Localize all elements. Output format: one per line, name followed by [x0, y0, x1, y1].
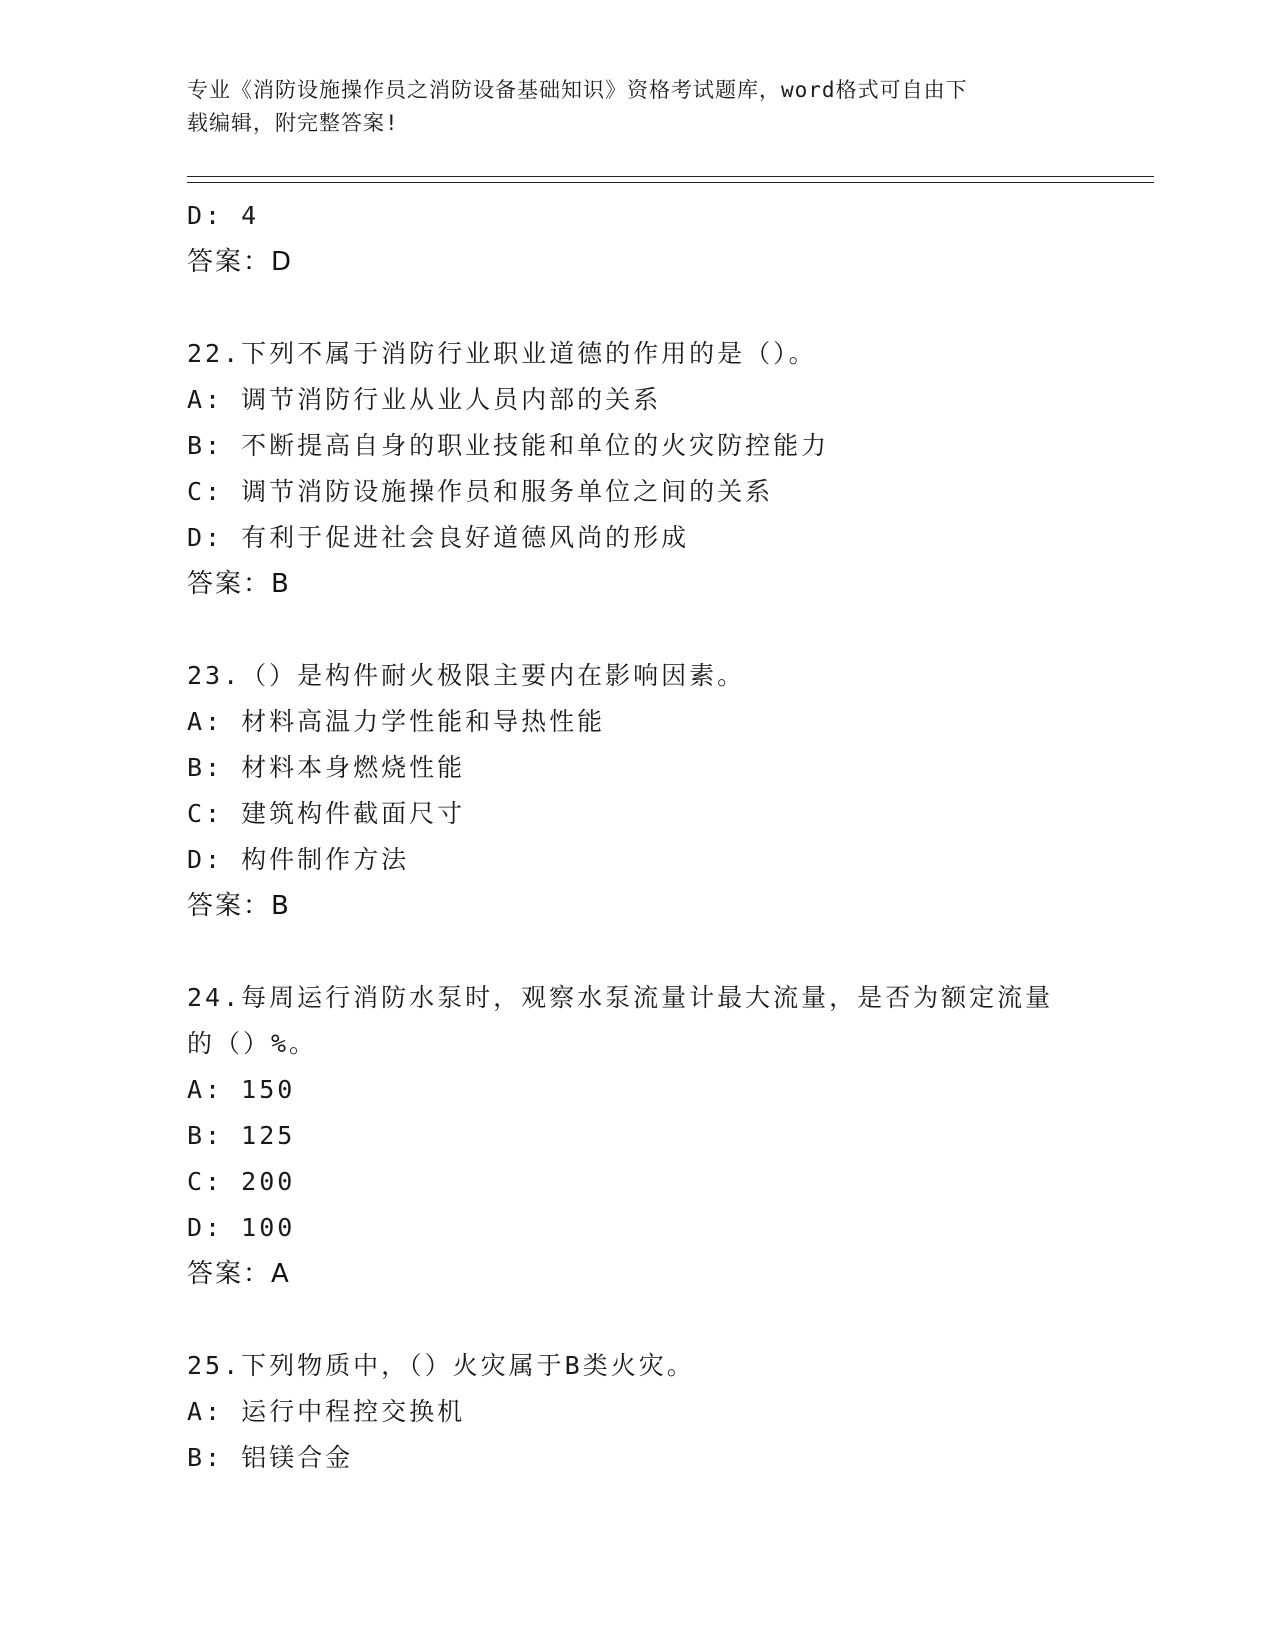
option-d: D: 100 [187, 1213, 296, 1242]
option-d: D: 构件制作方法 [187, 845, 410, 874]
question-stem: 25.下列物质中，（）火灾属于B类火灾。 [187, 1351, 695, 1380]
spacer [187, 929, 1147, 975]
answer: 答案：B [187, 891, 291, 921]
question-25 [187, 1343, 1147, 1481]
question-stem-continued: 的（）%。 [187, 1029, 318, 1058]
option-c: C: 调节消防设施操作员和服务单位之间的关系 [187, 477, 774, 506]
option-b: B: 不断提高自身的职业技能和单位的火灾防控能力 [187, 431, 830, 460]
option-b: B: 铝镁合金 [187, 1443, 354, 1472]
question-stem: 22.下列不属于消防行业职业道德的作用的是（）。 [187, 339, 817, 368]
question-stem: 23.（）是构件耐火极限主要内在影响因素。 [187, 661, 746, 690]
option-c: C: 建筑构件截面尺寸 [187, 799, 466, 828]
answer: 答案：B [187, 569, 291, 599]
option-c: C: 200 [187, 1167, 296, 1196]
prev-option-d: D: 4 [187, 201, 260, 230]
document-header [187, 74, 1077, 140]
question-23 [187, 653, 1147, 929]
spacer [187, 1297, 1147, 1343]
option-a: A: 材料高温力学性能和导热性能 [187, 707, 606, 736]
option-b: B: 125 [187, 1121, 296, 1150]
header-line-2: 载编辑，附完整答案! [187, 111, 399, 135]
header-divider-bottom [187, 182, 1154, 183]
header-line-1: 专业《消防设施操作员之消防设备基础知识》资格考试题库，word格式可自由下 [187, 78, 968, 102]
spacer [187, 285, 1147, 331]
option-b: B: 材料本身燃烧性能 [187, 753, 466, 782]
question-content [187, 193, 1147, 1481]
header-divider-top [187, 176, 1154, 177]
question-stem: 24.每周运行消防水泵时，观察水泵流量计最大流量，是否为额定流量 [187, 983, 1054, 1012]
prev-answer: 答案：D [187, 247, 294, 277]
answer: 答案：A [187, 1259, 291, 1289]
option-d: D: 有利于促进社会良好道德风尚的形成 [187, 523, 690, 552]
question-22 [187, 331, 1147, 607]
spacer [187, 607, 1147, 653]
question-24 [187, 975, 1147, 1297]
option-a: A: 150 [187, 1075, 296, 1104]
option-a: A: 调节消防行业从业人员内部的关系 [187, 385, 662, 414]
option-a: A: 运行中程控交换机 [187, 1397, 466, 1426]
